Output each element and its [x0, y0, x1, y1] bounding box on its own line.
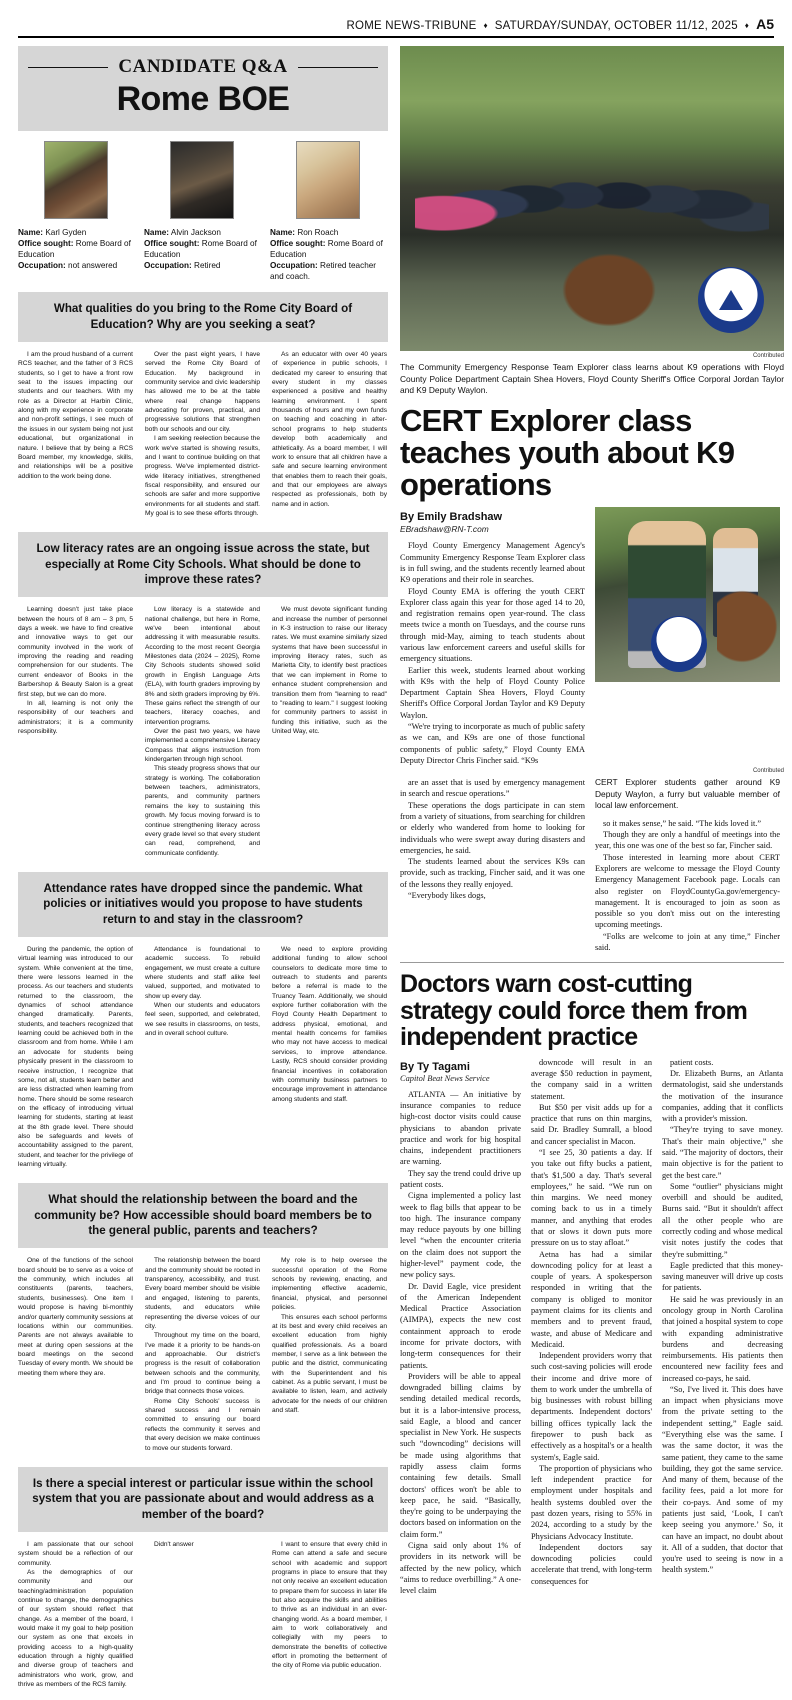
paragraph: Learning doesn't just take place between the hours of 8 am – 3 pm, 5 days a week. we have to find creative and innovative ways to get our community involved in the work of improving the reading and reading comprehension for our students. The current endeavor of Books in the Barbershop & Beauty Salon is a great first step, but we can do more. — [18, 606, 133, 698]
paragraph: patient costs. — [670, 1057, 714, 1067]
paragraph: Over the past two years, we have implemented a comprehensive Literacy Compass that aligns instruction from kindergarten through high school. — [145, 727, 260, 764]
lead-photo-caption: The Community Emergency Response Team Explorer class learns about K9 operations with Floyd County Police Department Captain Shea Hovers, Floyd County Sheriff's Office Corporal Jordan Taylor and K9 Deputy Waylon. — [400, 362, 784, 396]
paragraph: This steady progress shows that our strategy is working. The collaboration between teachers, administrators, parents, and community partners remains the key to sustaining this growth. My focus moving forward is to continue strengthening literacy across every grade level so that every student can read, comprehend, and communicate confidently. — [145, 765, 260, 857]
qa-header — [18, 46, 388, 131]
inline-photo-caption: CERT Explorer students gather around K9 Deputy Waylon, a furry but valuable member of local law enforcement. — [595, 777, 780, 811]
answer-cell — [272, 945, 387, 1170]
paragraph: Didn't answer — [154, 1540, 194, 1548]
paragraph: We must devote significant funding and increase the number of personnel in K-3 instruction to raise our literacy rates. We must examine similarly sized systems that have been successful in improving literacy rates, such as Marietta City, to identify best practices that we can implement in Rome to enhance student comprehension and transition them from "learning to read" to "reading to learn." I suggest looking for community partners to assist in funding this initiative, such as the United Way, etc. — [272, 606, 387, 735]
question-bar: What qualities do you bring to the Rome City Board of Education? Why are you seeking a seat? — [18, 292, 388, 342]
occupation-label: Occupation: — [18, 261, 66, 271]
paragraph: Floyd County EMA is offering the youth CERT Explorer class again this year for those aged 14 to 20, and registration remains open year-round. The class meets twice a month on Tuesdays, and the course runs through mid-May, aiming to teach students about various law enforcement careers and useful skills for emergency situations. — [400, 586, 585, 664]
k9-dog — [554, 247, 664, 333]
candidate-meta — [18, 227, 134, 271]
paragraph: Dr. Elizabeth Burns, an Atlanta dermatologist, said she understands the motivation of the insurance companies, adding that it conflicts with a provider's mission. — [662, 1069, 783, 1124]
candidate-meta — [144, 227, 260, 271]
paragraph: Attendance is foundational to academic success. To rebuild engagement, we must create a culture where students and staff alike feel valued, supported, and motivated to show up every day. — [145, 945, 260, 1000]
candidate-list — [18, 131, 388, 288]
cert-byline: By Emily Bradshaw — [400, 511, 503, 524]
answer-cell — [145, 1540, 260, 1690]
paragraph: “Everybody likes dogs, — [408, 890, 486, 900]
doctors-byline: By Ty Tagami — [400, 1060, 470, 1073]
candidate-occupation: not answered — [68, 261, 118, 271]
candidate-card — [18, 141, 134, 282]
cert-col-3-wrap — [595, 777, 780, 953]
office-label: Office sought: — [144, 239, 200, 249]
doctors-col-2-wrap — [531, 1057, 652, 1597]
paragraph: Rome City Schools' success is shared success and I remain committed to ensuring our board reflects the community it serves and that every decision we make continues to move our students forward. — [145, 1397, 260, 1452]
paragraph: “We're trying to incorporate as much of public safety as we can, and K9s are one of those functional components of public safety,” Floyd County EMA Deputy Director Chris Fincher said. “K9s — [400, 721, 585, 765]
question-bar: Attendance rates have dropped since the pandemic. What policies or initiatives would you propose to have students return to and stay in the classroom? — [18, 872, 388, 937]
paragraph: I want to ensure that every child in Rome can attend a safe and secure school with academic and support programs in place to ensure that they not only receive an excellent education to prepare them for success in later life but also acquire the skills and abilities to thrive as an individual in an ever-changing world. As a board member, I aim to work collaboratively and collegially with my peers to demonstrate the benefits of collective effort in promoting the betterment of the city of Rome via public education. — [272, 1540, 387, 1670]
paragraph: Independent doctors say downcoding policies could accelerate that trend, with long-term consequences for — [531, 1542, 652, 1586]
cert-byline-email: EBradshaw@RN-T.com — [400, 524, 489, 535]
candidate-card — [144, 141, 260, 282]
answer-cell — [272, 1540, 387, 1690]
name-label: Name: — [270, 228, 296, 237]
answer-cell — [145, 945, 260, 1170]
candidate-qa-package — [18, 46, 388, 1700]
paragraph: This ensures each school performs at its best and every child receives an excellent education from highly qualified professionals. As a board member, I serve as a link between the public and the district, communicating with the Superintendent and his cabinet. As a public servant, I must be available to listen, learn, and actively advocate for the needs of our children and staff. — [272, 1313, 387, 1415]
paragraph: Throughout my time on the board, I've made it a priority to be hands-on and approachable. Our district's progress is the result of collaboration between schools and the community, and I'm proud to continue being a bridge that connects those voices. — [145, 1332, 260, 1396]
occupation-label: Occupation: — [270, 261, 318, 271]
office-label: Office sought: — [18, 239, 74, 249]
cert-badge-icon — [698, 267, 764, 333]
answer-row — [18, 937, 388, 1180]
paragraph: When our students and educators feel seen, supported, and celebrated, we see results in classrooms, on tests, and in overall school culture. — [145, 1002, 260, 1038]
cert-col-1 — [400, 540, 585, 766]
page-masthead — [18, 0, 774, 38]
paragraph: One of the functions of the school board should be to serve as a voice of the community, which includes all constituents (parents, teachers, students, businesses). One item I would propose is having bi-monthly and/or quarterly community sessions at locations within our communities. Parents are not always available to meet at during open sessions at the board meetings on the second Tuesday of every month. We should be meeting them where they are. — [18, 1257, 133, 1377]
rule-left — [28, 67, 108, 68]
paragraph: Low literacy is a statewide and national challenge, but here in Rome, we've been intentional about addressing it with measurable results. According to the most recent Georgia Milestones data (2024 – 2025), Rome City Schools students showed solid growth in English Language Arts (ELA), with fourth graders improving by 8% and sixth graders improving by 6%. These gains reflect the strength of our teachers, literacy coaches, and intervention programs. — [145, 606, 260, 726]
news-column — [400, 46, 784, 1700]
k9-dog — [717, 588, 780, 665]
paragraph: Some “outlier” physicians might overbill and should be audited, Burns said. “But it shouldn't affect all the other people who are correctly coding and whose medical visit notes justify the codes that they're submitting.” — [662, 1181, 783, 1259]
paragraph: downcode will result in an average $50 reduction in payment, the company said in a written statement. — [531, 1057, 652, 1101]
answer-row — [18, 597, 388, 868]
candidate-portrait — [296, 141, 360, 219]
cert-col-1-wrap — [400, 507, 585, 766]
diamond-icon: ♦ — [744, 21, 750, 30]
paragraph: “I see 25, 30 patients a day. If you take out fifty bucks a patient, that's $1,500 a day. That's several employees,” he said. “We run on thin margins. We need money coming back to us in a timely manner, and anything that erodes that or slows it down puts more pressure on us to stay afloat.” — [531, 1148, 652, 1248]
question-bar: What should the relationship between the board and the community be? How accessible should board members be to the general public, parents and teachers? — [18, 1183, 388, 1248]
paragraph: Aetna has had a similar downcoding policy for at least a couple of years. A spokesperson responded in writing that the company is obliged to monitor payment claims for its clients and members and to prevent fraud, waste, and abuse of Medicare and Medicaid. — [531, 1249, 652, 1349]
cert-headline: CERT Explorer class teaches youth about K9 operations — [400, 402, 735, 503]
answer-cell — [145, 1256, 260, 1453]
paragraph: Independent providers worry that such cost-saving policies will erode their income and drive more of them to work under the umbrella of big businesses with robust billing departments. Independent doctors' billing offices typically lack the firepower to push back as effectively as a hospital's or a health system's, Eagle said. — [531, 1351, 652, 1462]
paragraph: I am passionate that our school system should be a reflection of our community. — [18, 1540, 133, 1567]
paragraph: The proportion of physicians who left independent practice for employment under hospitals and health systems doubled over the past dozen years, rising to 55% in 2024, according to a study by the Physicians Advocacy Institute. — [531, 1463, 652, 1541]
occupation-label: Occupation: — [144, 261, 192, 271]
paragraph: Cigna implemented a policy last week to flag bills that appear to be too high. The insurance company may reduce payouts by one billing level “when the encounter criteria on the claim does not support the higher-level” payment code, the new policy says. — [400, 1191, 521, 1280]
diamond-icon: ♦ — [483, 21, 488, 30]
paragraph: I am the proud husband of a current RCS teacher, and the father of 3 RCS students, so I get to have a front row seat to the issues impacting our students and our teachers. With my role as a Director at Harbin Clinic, along with my experience in corporate and non-profit settings, I see much of the issues in our system being not just educational, but organizational in nature. I believe that by being a RCS Board member, my knowledge, skills, and relationships will be a positive addition to the work being done. — [18, 350, 133, 480]
answer-cell — [145, 605, 260, 858]
doctors-col-2 — [531, 1057, 652, 1587]
doctors-col-1-wrap — [400, 1057, 521, 1597]
doctors-col-3 — [662, 1057, 783, 1576]
answer-row — [18, 1248, 388, 1463]
paragraph: The students learned about the services K9s can provide, such as tracking, Fincher said, and it was one of the lessons they really enjoyed. — [400, 857, 585, 889]
doctors-byline-sub: Capitol Beat News Service — [400, 1073, 490, 1083]
paragraph: Cigna said only about 1% of providers in its network will be affected by the new policy, which “aims to reduce overbilling.” A one-level claim — [400, 1541, 521, 1596]
answer-cell — [272, 1256, 387, 1453]
doctors-col-1 — [400, 1089, 521, 1597]
cert-bottom-block — [400, 777, 784, 953]
candidate-office: Rome Board of Education — [270, 239, 383, 260]
paragraph: But $50 per visit adds up for a practice that runs on thin margins, said Dr. Bradley Sumrall, a blood and cancer specialist in Macon. — [531, 1102, 652, 1146]
paragraph: These operations the dogs participate in can stem from a variety of situations, from searching for children or elderly who wandered from home to looking for individuals who were swept away during disasters and emergencies, he said. — [400, 800, 586, 855]
candidate-office: Rome Board of Education — [18, 239, 131, 260]
name-label: Name: — [18, 228, 44, 237]
answer-cell — [18, 1540, 133, 1690]
cert-top-block — [400, 507, 784, 766]
cert-badge-icon — [651, 616, 707, 672]
section-divider — [400, 962, 784, 963]
answer-row — [18, 1532, 388, 1700]
paragraph: The relationship between the board and the community should be rooted in transparency, accessibility, and trust. Every board member should be visible and engaged, listening to parents, students, and educators while representing the diverse voices of our city. — [145, 1257, 260, 1330]
paragraph: My role is to help oversee the successful operation of the Rome schools by reviewing, enacting, and implementing effective academic, financial, physical, and personnel policies. — [272, 1257, 387, 1312]
paragraph: Providers will be able to appeal downgraded billing claims by sending detailed medical records, but it is a labor-intensive process, said Eagle, a blood and cancer specialist in New York. He suspects such “downcoding” decisions will be made using algorithms that rapidly assess claim forms containing few details. Small doctors' offices won't be able to keep pace, he said. “Basically, they're going to be underpaying the doctors based on information on the claim form.” — [400, 1371, 521, 1539]
paragraph: In all, learning is not only the responsibility of our teachers and administrators; it is a community responsibility. — [18, 699, 133, 735]
paragraph: “Folks are welcome to join at any time,” Fincher said. — [595, 931, 780, 952]
candidate-card — [270, 141, 386, 282]
answer-row — [18, 342, 388, 528]
inline-photo-credit: Contributed — [752, 768, 784, 775]
answer-cell — [18, 945, 133, 1170]
paragraph: During the pandemic, the option of virtual learning was introduced to our system. While convenient at the time, there were lessons learned in the process. As our teachers and students returned to the classroom, the dynamics of school attendance changed dramatically. Parents, students, and teachers recognized that learning could be achieved both in the classroom and from home. While I am an advocate for students being physically present in the classroom to receive instruction, I recognize that some, not all, students learn better and are less distracted when learning from home. There should be some research on the efficacy of introducing virtual learning for students, starting at least at the 8th grade level. There should also be safeguards and levels of accountability assigned to the parent, student, and teacher for the privilege of learning virtually. — [18, 945, 133, 1169]
paragraph: Those interested in learning more about CERT Explorers are welcome to message the Floyd County Emergency Management Facebook page. Locals can also register on FloydCountyGa.gov/emergency-management. It is encouraged to join as soon as possible so you don't miss out on the interesting upcoming meetings. — [595, 852, 780, 930]
rule-right — [298, 67, 378, 68]
doctors-columns — [400, 1057, 784, 1597]
paragraph: As the demographics of our community and our teaching/administration population continue to change, the demographics of our system should reflect that change. As a member of the board, I would make it my goal to help position our system as one that excels in providing access to a high-quality education through a highly qualified and diverse group of teachers and administrators who work, grow, and thrive as members of the RCS family. — [18, 1568, 133, 1689]
candidate-meta — [270, 227, 386, 282]
paragraph: ATLANTA — An initiative by insurance companies to reduce high-cost doctor visits could cause physicians to abandon private practice and work for big hospital chains, independent practitioners are warning. — [400, 1089, 521, 1167]
paper-name: ROME NEWS-TRIBUNE — [346, 20, 477, 32]
paragraph: As an educator with over 40 years of experience in public schools, I dedicated my career to ensuring that every student in my classes experienced a positive and healthy learning environment. I spent thousands of hours and my own funds on teaching and coaching in after-school programs to help students develop both academically and athletically. As a board member, I will work to ensure that all children have a safe and secure learning environment that enables them to reach their goals, and that our employees are always respected as professionals, both by name and in action. — [272, 350, 387, 508]
cert-col-2-wrap — [400, 777, 585, 953]
candidate-name: Ron Roach — [297, 228, 339, 237]
paragraph: Though they are only a handful of meetings into the year, this one was one of the best so far, Fincher said. — [595, 830, 780, 851]
paragraph: Floyd County Emergency Management Agency's Community Emergency Response Team Explorer class is in full swing, and the students recently learned about K9 operations and their role in searches. — [400, 541, 585, 585]
question-bar: Is there a special interest or particular issue within the school system that you are passionate about and would address as a member of the board? — [18, 1467, 388, 1532]
candidate-portrait — [44, 141, 108, 219]
answer-cell — [18, 350, 133, 518]
qa-kicker-label: CANDIDATE Q&A — [118, 56, 288, 77]
candidate-name: Karl Gyden — [45, 228, 87, 237]
photo-credit: Contributed — [752, 353, 784, 359]
page-title: Rome BOE — [116, 80, 290, 118]
inline-photo — [595, 507, 780, 682]
paragraph: Eagle predicted that this money-saving maneuver will drive up costs for patients. — [662, 1260, 783, 1293]
lead-photo — [400, 46, 784, 351]
answer-cell — [18, 1256, 133, 1453]
name-label: Name: — [144, 228, 170, 237]
answer-cell — [272, 605, 387, 858]
paragraph: “So, I've lived it. This does have an impact when physicians move from the private setting to the independent setting,” Eagle said. “Everything else was the same. I was the same doctor, it was the same patient, they came to the same building, they got the same service. And many of them, because of the facility fees, paid a lot more for their co-pays. And some of my patients just said, ‘Look, I can't keep seeing you anymore.’ So, it can have an impact, no doubt about it. All of a sudden, that doctor that you're used to seeing is now in a health system.” — [662, 1384, 783, 1575]
office-label: Office sought: — [270, 239, 326, 249]
answer-cell — [145, 350, 260, 518]
paragraph: are an asset that is used by emergency management in search and rescue operations.” — [400, 778, 585, 799]
answer-cell — [18, 605, 133, 858]
question-bar: Low literacy rates are an ongoing issue across the state, but especially at Rome City Schools. What should be done to improve these rates? — [18, 532, 388, 597]
paragraph: We need to explore providing additional funding to allow school counselors to dedicate more time to outreach to students and parents before a referral is made to the Truancy Team. Additionally, we should explore further collaboration with the Floyd County Health Department to address physical, emotional, and mental health concerns for families who may not have access to medical services, to improve attendance. Lastly, RCS should consider providing financial incentives in collaboration with community business partners to encourage improvement in attendance among students and staff. — [272, 945, 387, 1103]
paragraph: Dr. David Eagle, vice president of the American Independent Medical Practice Association (AIMPA), expects the new cost containment approach to erode income for private doctors, with long-term consequences for their patients. — [400, 1281, 521, 1370]
candidate-occupation: Retired teacher and coach. — [270, 261, 377, 282]
paragraph: They say the trend could drive up patient costs. — [400, 1168, 521, 1190]
paragraph: Over the past eight years, I have served the Rome City Board of Education. My background in community service and civic leadership has allowed me to be at the table where real change happens advocating for proven, practical, and progressive solutions that strengthen both our schools and our city. — [145, 350, 260, 433]
candidate-portrait — [170, 141, 234, 219]
cert-col-3 — [595, 818, 780, 953]
paragraph: I am seeking reelection because the work we've started is showing results, and I want to continue building on that progress. We've implemented district-wide literacy initiatives, strengthened fiscal responsibility, and ensured our schools are safer and more supportive environments for all students and staff. My goal is to see these efforts through. — [145, 435, 260, 518]
answer-cell — [272, 350, 387, 518]
qa-kicker — [28, 56, 378, 78]
candidate-occupation: Retired — [194, 261, 221, 271]
candidate-name: Alvin Jackson — [170, 228, 221, 237]
issue-date: SATURDAY/SUNDAY, OCTOBER 11/12, 2025 — [494, 20, 738, 32]
doctors-col-3-wrap — [662, 1057, 783, 1597]
paragraph: “They're trying to save money. That's their main objective,” she said. “The majority of doctors, their main objective is for the patient to get the best care.” — [662, 1125, 783, 1180]
paragraph: so it makes sense,” he said. “The kids loved it.” — [603, 818, 762, 828]
doctors-headline: Doctors warn cost-cutting strategy could force them from independent practice — [400, 970, 748, 1052]
cert-col-2 — [400, 777, 585, 901]
candidate-office: Rome Board of Education — [144, 239, 257, 260]
page-number: A5 — [756, 16, 774, 32]
paragraph: Earlier this week, students learned about working with K9s with the help of Floyd County Police Department Captain Shea Hovers, Floyd County Sheriff's Office Corporal Jordan Taylor and K9 Deputy Waylon. — [400, 665, 585, 720]
paragraph: He said he was previously in an oncology group in North Carolina that joined a hospital system to cope with expanding administrative burdens and decreasing reimbursements. His patients then encountered new facility fees and increased co-pays, he said. — [662, 1294, 783, 1383]
